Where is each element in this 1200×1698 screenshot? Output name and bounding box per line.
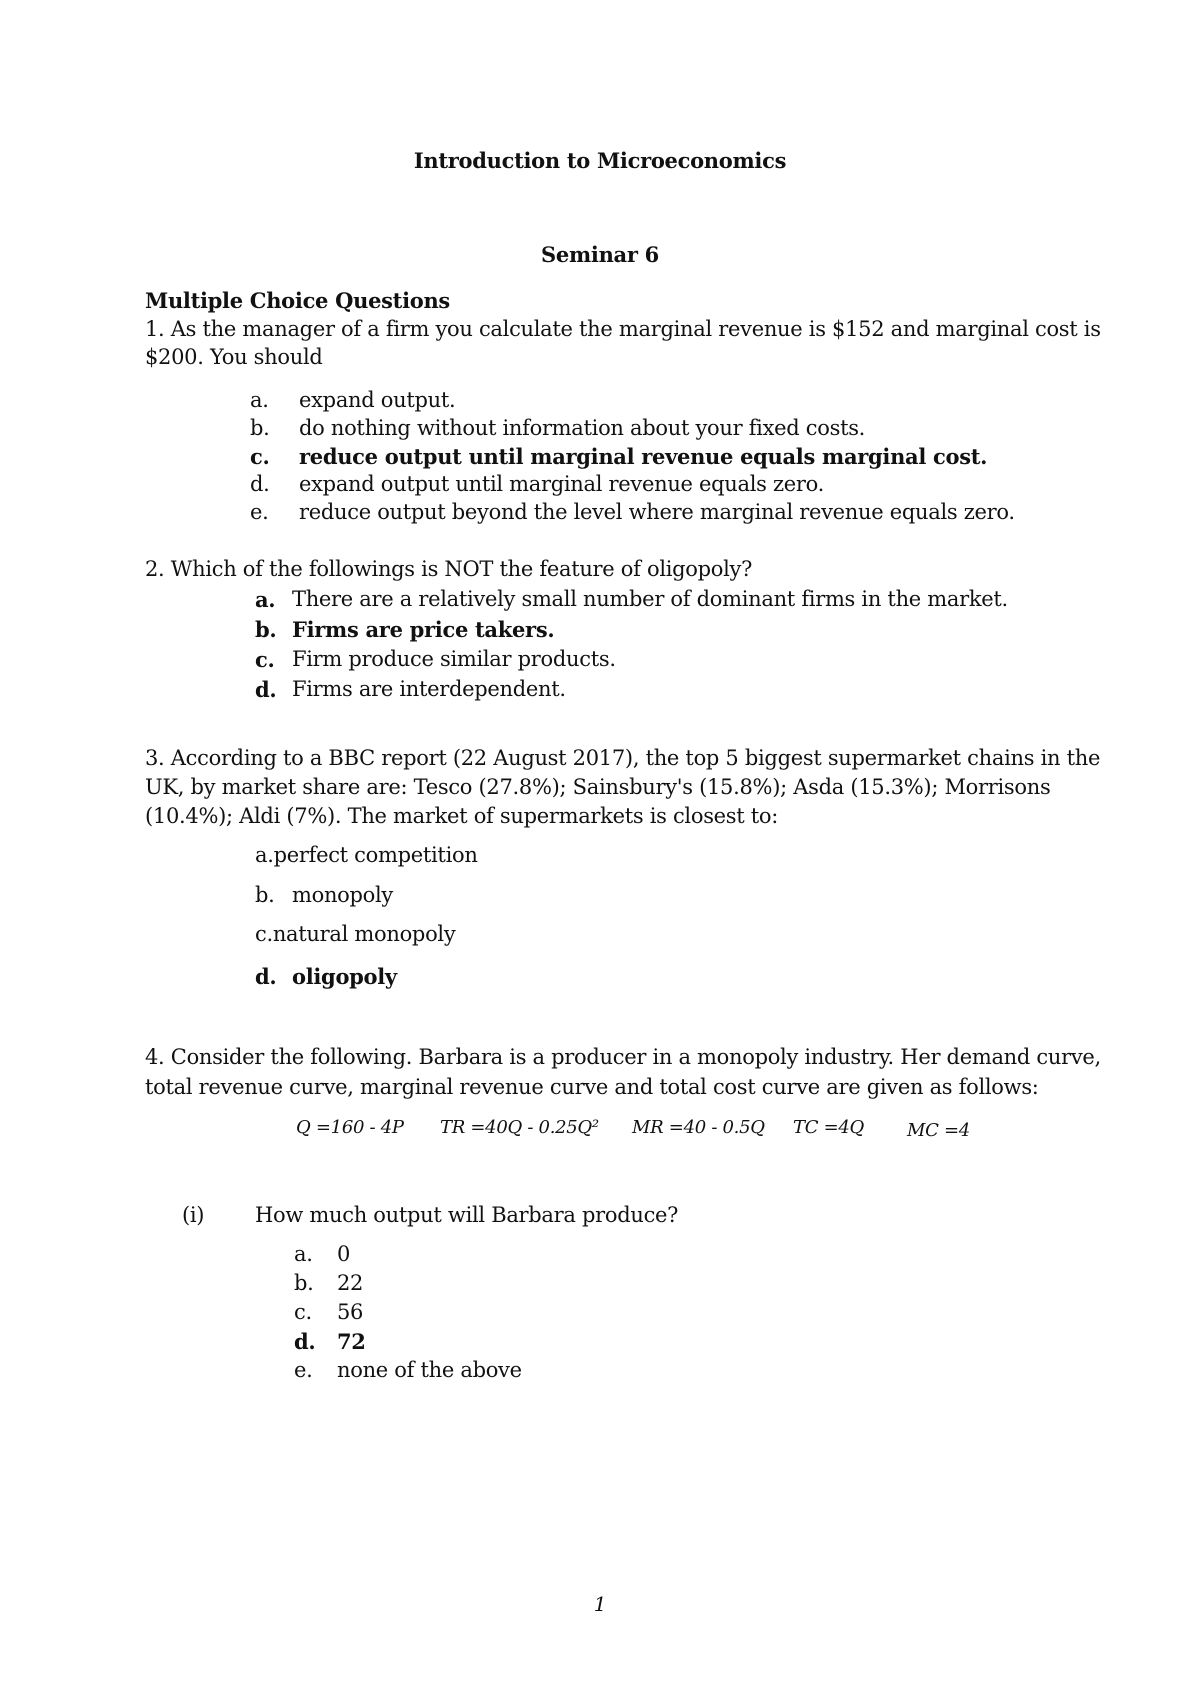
option-letter: d. bbox=[250, 472, 270, 496]
question-text: UK, by market share are: Tesco (27.8%); Sainsbury's (15.8%); Asda (15.3%); Morrisons bbox=[145, 775, 1051, 799]
equation-marginal-revenue: MR =40 - 0.5Q bbox=[632, 1117, 765, 1138]
option-text: c.natural monopoly bbox=[255, 922, 456, 946]
option-letter: e. bbox=[250, 500, 269, 524]
option-text: There are a relatively small number of dominant firms in the market. bbox=[292, 587, 1008, 611]
question-text: 3. According to a BBC report (22 August 2017), the top 5 biggest supermarket chains in the bbox=[145, 746, 1101, 770]
option-letter: c. bbox=[294, 1300, 312, 1324]
question-text: total revenue curve, marginal revenue curve and total cost curve are given as follows: bbox=[145, 1075, 1039, 1099]
option-letter: d. bbox=[294, 1329, 316, 1354]
equation-marginal-cost: MC =4 bbox=[907, 1120, 970, 1141]
option-text: reduce output beyond the level where marginal revenue equals zero. bbox=[299, 500, 1015, 524]
seminar-heading: Seminar 6 bbox=[541, 242, 659, 267]
option-text: 72 bbox=[337, 1329, 366, 1354]
document-title: Introduction to Microeconomics bbox=[413, 148, 787, 173]
equation-total-cost: TC =4Q bbox=[793, 1117, 864, 1138]
option-text: expand output. bbox=[299, 388, 456, 412]
option-letter: d. bbox=[255, 677, 277, 702]
option-text: Firms are interdependent. bbox=[292, 677, 566, 701]
option-text: do nothing without information about your fixed costs. bbox=[299, 416, 866, 440]
page-number: 1 bbox=[593, 1592, 607, 1616]
section-heading: Multiple Choice Questions bbox=[145, 288, 450, 313]
option-text: monopoly bbox=[292, 883, 393, 907]
sub-question-text: How much output will Barbara produce? bbox=[255, 1203, 679, 1227]
option-letter: e. bbox=[294, 1358, 313, 1382]
option-letter: c. bbox=[250, 444, 270, 469]
sub-question-label: (i) bbox=[182, 1203, 205, 1227]
option-letter: b. bbox=[250, 416, 270, 440]
option-text: 22 bbox=[337, 1271, 364, 1295]
option-text: a.perfect competition bbox=[255, 843, 478, 867]
option-letter: a. bbox=[294, 1242, 313, 1266]
option-text: oligopoly bbox=[292, 964, 397, 989]
question-text: 2. Which of the followings is NOT the feature of oligopoly? bbox=[145, 557, 753, 581]
option-letter: c. bbox=[255, 647, 275, 672]
option-text: 56 bbox=[337, 1300, 364, 1324]
option-text: expand output until marginal revenue equals zero. bbox=[299, 472, 825, 496]
option-text: reduce output until marginal revenue equals marginal cost. bbox=[299, 444, 988, 469]
option-letter: a. bbox=[255, 587, 276, 612]
option-letter: b. bbox=[255, 883, 275, 907]
option-text: none of the above bbox=[337, 1358, 522, 1382]
equation-total-revenue: TR =40Q - 0.25Q² bbox=[440, 1117, 599, 1138]
option-text: Firms are price takers. bbox=[292, 617, 555, 642]
option-text: Firm produce similar products. bbox=[292, 647, 616, 671]
equation-demand: Q =160 - 4P bbox=[296, 1117, 404, 1138]
question-text: 4. Consider the following. Barbara is a producer in a monopoly industry. Her demand curve, bbox=[145, 1045, 1101, 1069]
question-text: 1. As the manager of a firm you calculate the marginal revenue is $152 and marginal cost is bbox=[145, 317, 1101, 341]
option-text: 0 bbox=[337, 1242, 351, 1266]
option-letter: d. bbox=[255, 964, 277, 989]
option-letter: a. bbox=[250, 388, 269, 412]
question-text: (10.4%); Aldi (7%). The market of supermarkets is closest to: bbox=[145, 804, 779, 828]
option-letter: b. bbox=[294, 1271, 314, 1295]
question-text: $200. You should bbox=[145, 345, 323, 369]
option-letter: b. bbox=[255, 617, 277, 642]
